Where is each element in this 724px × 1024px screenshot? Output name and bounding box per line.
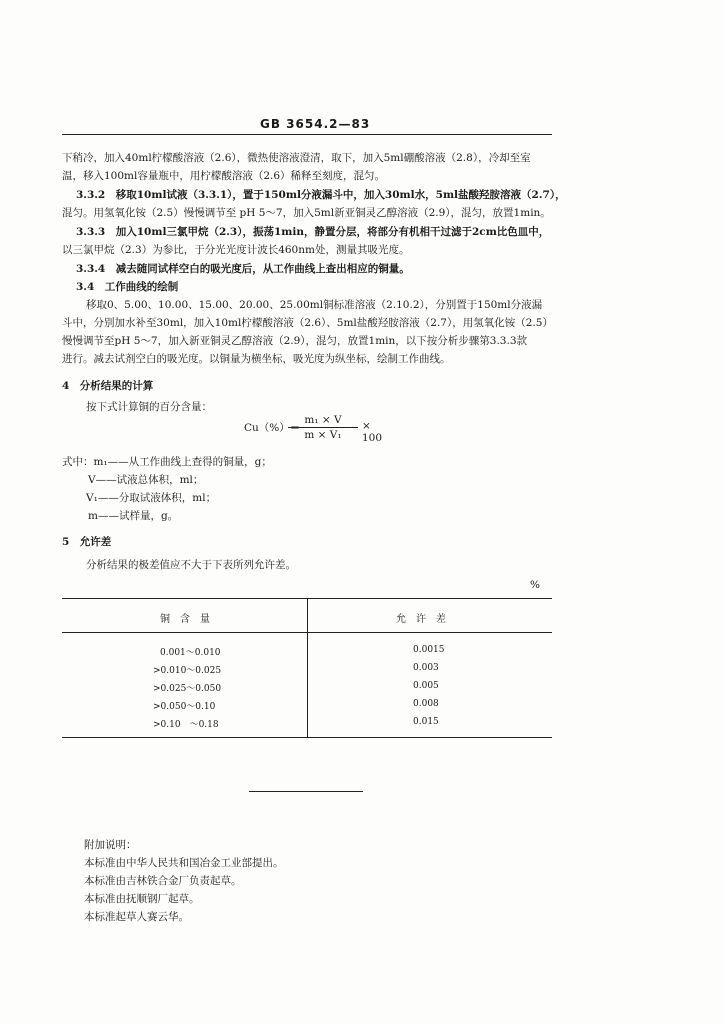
table-cell-content: 0.001～0.010 — [160, 648, 221, 658]
table-cell-tolerance: 0.003 — [413, 663, 439, 673]
section-5-intro: 分析结果的极差值应不大于下表所列允许差。 — [86, 559, 296, 571]
col-header-tolerance: 允 许 差 — [396, 614, 446, 625]
formula-fraction — [288, 414, 358, 441]
table-cell-tolerance: 0.015 — [413, 717, 439, 727]
notes-line: 本标准由中华人民共和国冶金工业部提出。 — [84, 857, 284, 869]
body-line: 进行。减去试剂空白的吸光度。以铜量为横坐标，吸光度为纵坐标，绘制工作曲线。 — [62, 353, 451, 365]
definition-line: 式中：m₁——从工作曲线上查得的铜量，g； — [62, 456, 272, 468]
cu-formula — [244, 414, 383, 444]
body-line: 移取0、5.00、10.00、15.00、20.00、25.00ml铜标准溶液（2.10.2），分别置于150ml分液漏 — [86, 299, 543, 311]
section-4-title: 4 分析结果的计算 — [62, 380, 154, 392]
table-cell-tolerance: 0.008 — [413, 699, 439, 709]
notes-line: 本标准起草人赛云华。 — [84, 911, 189, 923]
header-rule — [62, 134, 552, 135]
definition-line: m——试样量，g。 — [88, 510, 179, 522]
table-cell-content: >0.050～0.10 — [153, 702, 216, 712]
body-line: 斗中，分别加水补至30ml，加入10ml柠檬酸溶液（2.6）、5ml盐酸羟胺溶液（2.7），用氢氧化铵（2.5） — [62, 317, 553, 329]
table-column-divider — [307, 598, 308, 737]
body-line: 下稍冷，加入40ml柠檬酸溶液（2.6），微热使溶液澄清，取下，加入5ml硼酸溶液（2.8），冷却至室 — [62, 152, 531, 164]
notes-title: 附加说明： — [84, 839, 137, 851]
section-4-intro: 按下式计算铜的百分含量： — [86, 401, 212, 413]
definition-line: V₁——分取试液体积，ml； — [86, 492, 217, 504]
table-cell-content: >0.10 ～0.18 — [153, 720, 219, 730]
body-line: 温，移入100ml容量瓶中，用柠檬酸溶液（2.6）稀释至刻度，混匀。 — [62, 170, 386, 182]
table-unit: % — [530, 579, 540, 591]
formula-denominator: m × V₁ — [304, 429, 342, 441]
notes-line: 本标准由抚顺钢厂起草。 — [84, 893, 200, 905]
body-line: 以三氯甲烷（2.3）为参比，于分光光度计波长460nm处，测量其吸光度。 — [62, 244, 410, 256]
formula-lhs: Cu（%）＝ — [244, 422, 301, 434]
table-bottom-rule — [62, 737, 552, 738]
formula-tail: × 100 — [362, 420, 383, 444]
col-header-copper-content: 铜 含 量 — [160, 614, 210, 625]
definition-line: V——试液总体积，ml； — [88, 474, 204, 486]
clause-3-3-4: 3.3.4 减去随同试样空白的吸光度后，从工作曲线上查出相应的铜量。 — [76, 263, 410, 275]
clause-3-3-3: 3.3.3 加入10ml三氯甲烷（2.3），振荡1min，静置分层，将部分有机相干过滤于2cm比色皿中， — [76, 226, 550, 238]
table-cell-content: >0.025～0.050 — [153, 684, 222, 694]
table-cell-content: >0.010～0.025 — [153, 666, 222, 676]
notes-line: 本标准由吉林铁合金厂负责起草。 — [84, 875, 242, 887]
formula-numerator: m₁ × V — [288, 414, 358, 428]
clause-3-4-title: 3.4 工作曲线的绘制 — [76, 281, 179, 293]
document-code: GB 3654.2—83 — [260, 117, 371, 131]
table-cell-tolerance: 0.005 — [413, 681, 439, 691]
section-5-title: 5 允许差 — [62, 536, 112, 548]
end-rule — [249, 791, 363, 792]
body-line: 混匀。用氢氧化铵（2.5）慢慢调节至 pH 5～7，加入5ml新亚铜灵乙醇溶液（2.9），混匀，放置1min。 — [62, 207, 551, 219]
clause-3-3-2: 3.3.2 移取10ml试液（3.3.1），置于150ml分液漏斗中，加入30ml水，5ml盐酸羟胺溶液（2.7）， — [76, 189, 566, 201]
body-line: 慢慢调节至pH 5～7，加入新亚铜灵乙醇溶液（2.9），混匀，放置1min，以下按分析步骤第3.3.3款 — [62, 335, 527, 347]
table-cell-tolerance: 0.0015 — [413, 645, 445, 655]
